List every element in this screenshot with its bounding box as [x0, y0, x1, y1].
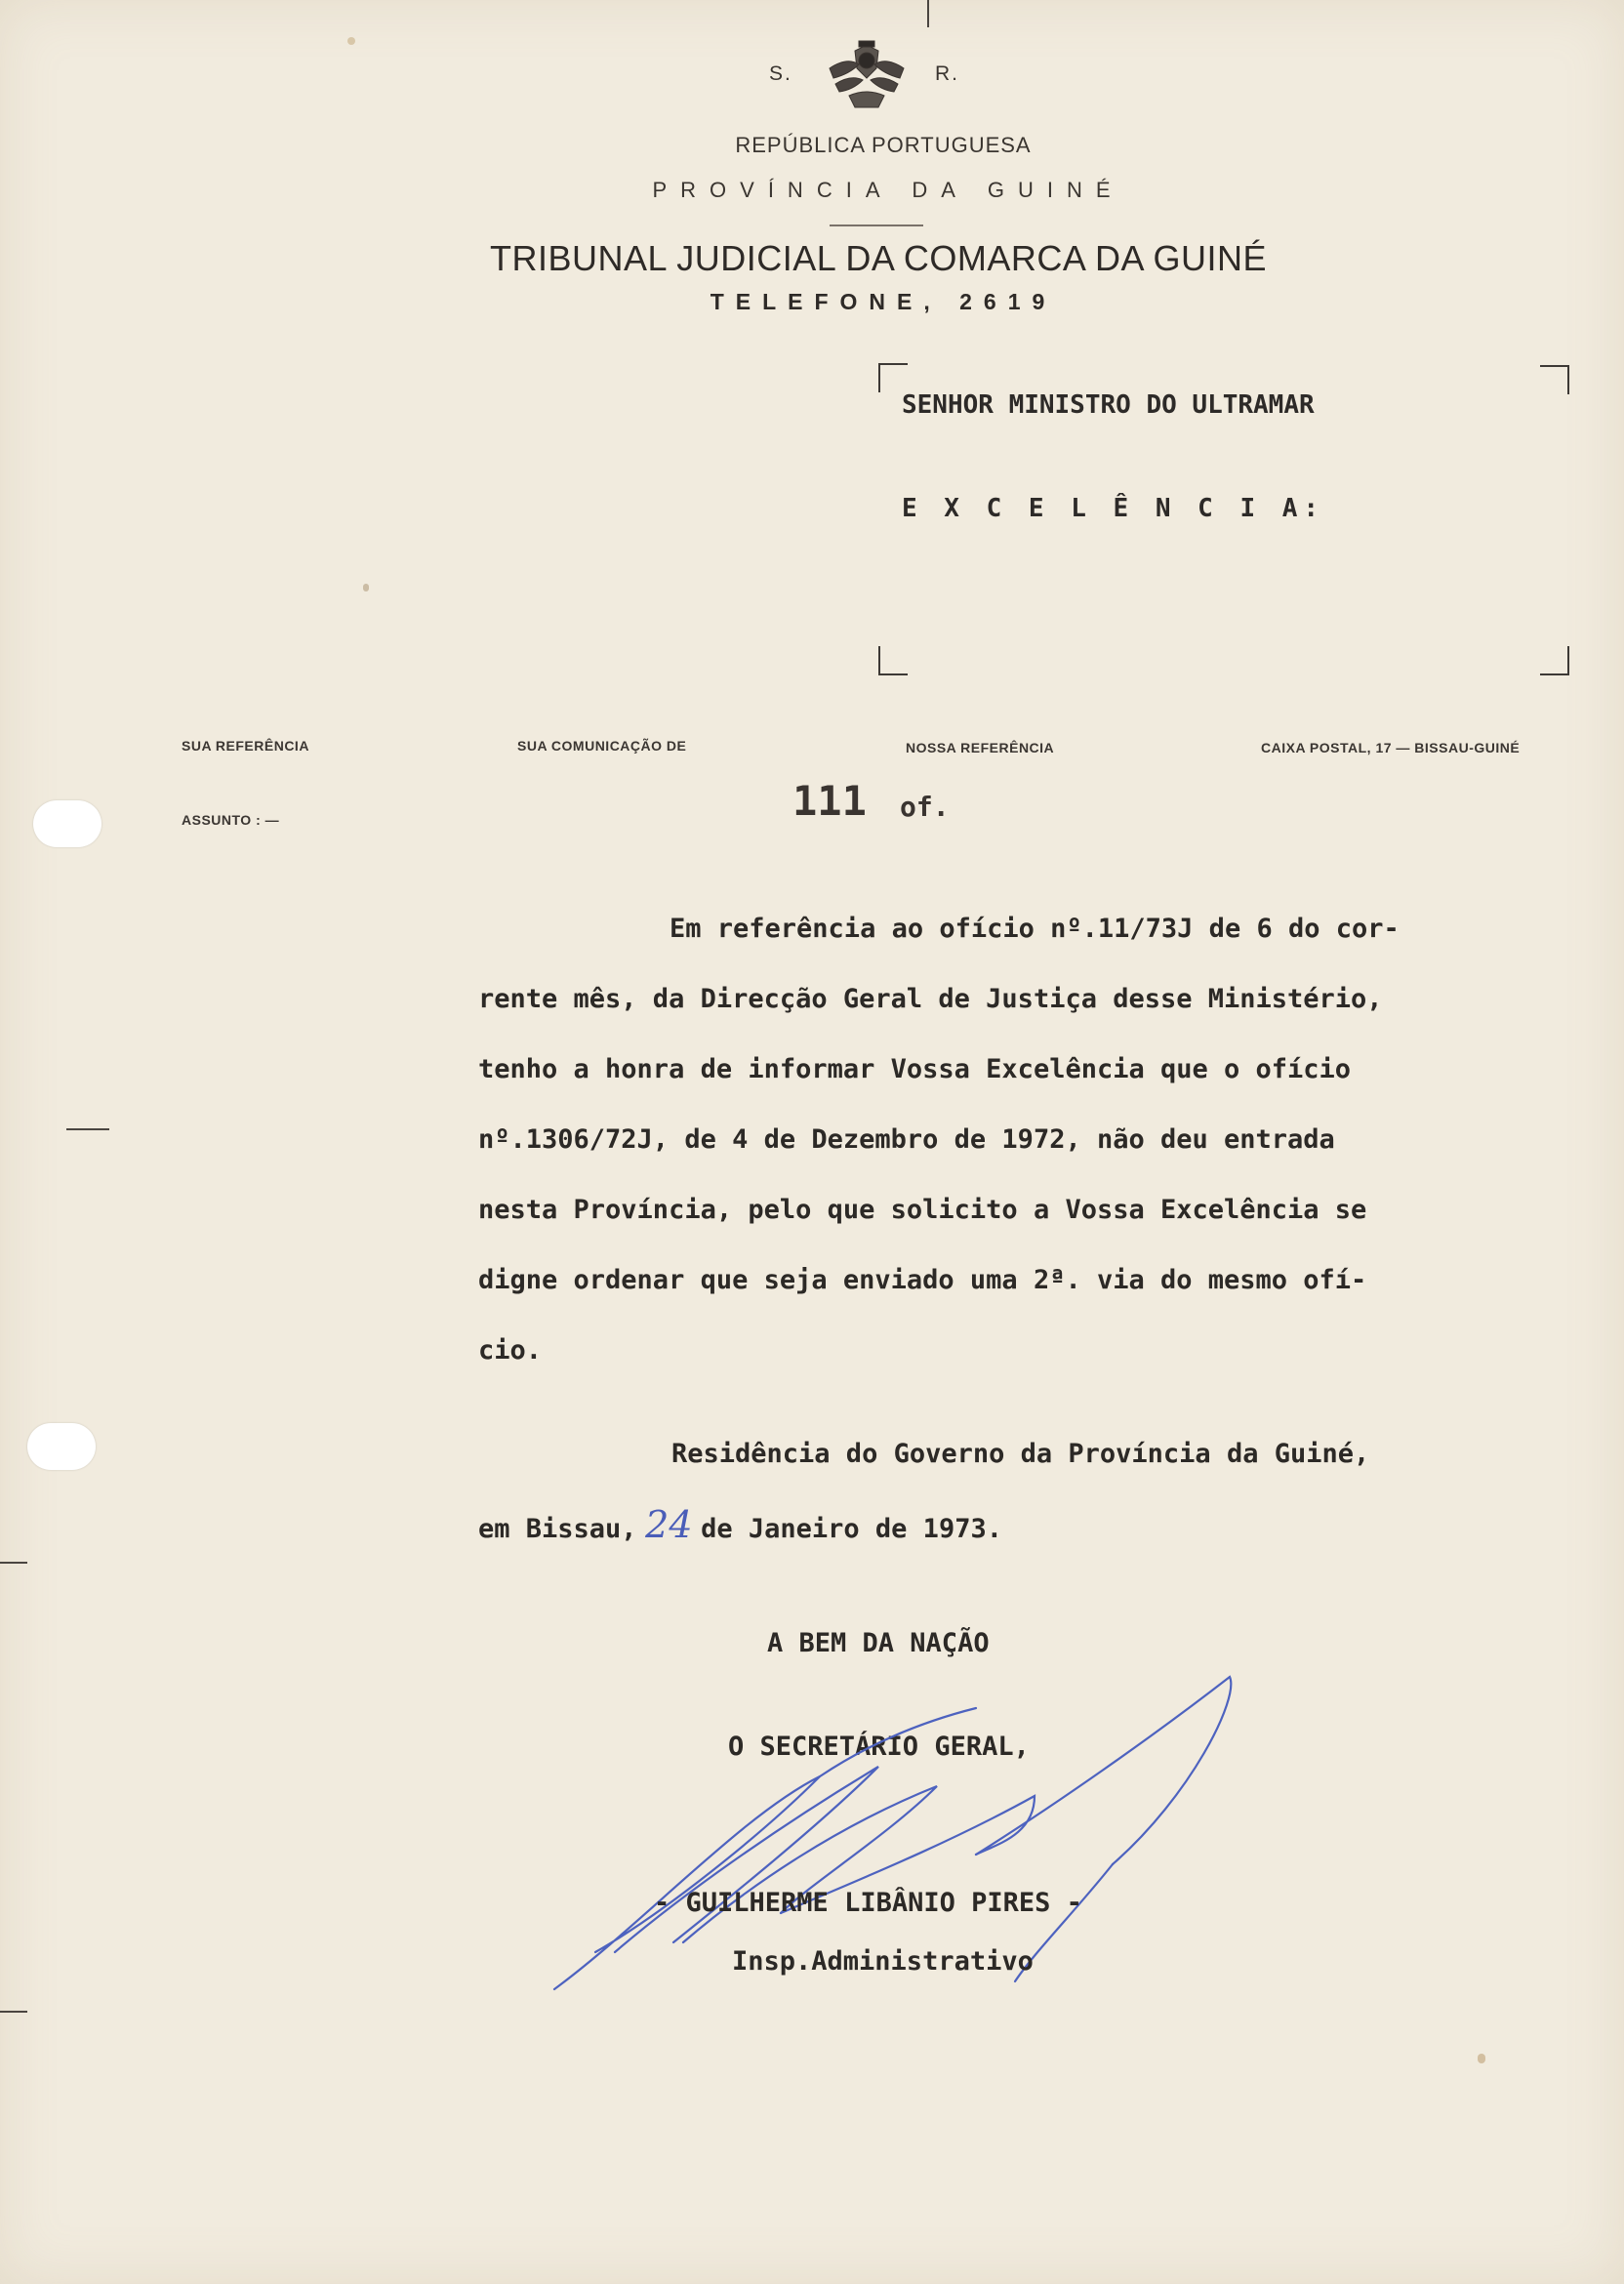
caixa-postal-label: CAIXA POSTAL, 17 — BISSAU-GUINÉ — [1261, 740, 1521, 755]
address-corner-bottom-left — [878, 646, 908, 675]
punch-hole-top — [33, 800, 102, 847]
nossa-referencia-label: NOSSA REFERÊNCIA — [906, 740, 1055, 755]
paper-speck — [1478, 2054, 1485, 2063]
body-line-2: rente mês, da Direcção Geral de Justiça desse Ministério, — [478, 984, 1383, 1014]
sua-comunicacao-label: SUA COMUNICAÇÃO DE — [517, 738, 687, 754]
letterhead-divider — [830, 224, 923, 226]
addressee-salutation: E X C E L Ê N C I A: — [902, 494, 1325, 523]
signatory-position: Insp.Administrativo — [732, 1946, 1034, 1977]
margin-tick — [66, 1128, 109, 1130]
date-suffix: de Janeiro de 1973. — [701, 1514, 1002, 1544]
body-line-4: nº.1306/72J, de 4 de Dezembro de 1972, não deu entrada — [478, 1124, 1335, 1155]
phone-number: TELEFONE, 2619 — [710, 289, 1057, 314]
punch-hole-bottom — [27, 1423, 96, 1470]
republic-title: REPÚBLICA PORTUGUESA — [735, 133, 1032, 157]
paper-speck — [363, 584, 369, 591]
sua-referencia-label: SUA REFERÊNCIA — [182, 738, 309, 754]
body-line-1: Em referência ao ofício nº.11/73J de 6 do cor- — [670, 914, 1400, 944]
body-line-7: cio. — [478, 1335, 543, 1366]
body-line-6: digne ordenar que seja enviado uma 2ª. via do mesmo ofí- — [478, 1265, 1367, 1295]
reference-number: 111 — [792, 777, 867, 825]
date-prefix: em Bissau, — [478, 1514, 637, 1544]
coat-of-arms-emblem — [820, 39, 914, 115]
r-letter: R. — [935, 62, 959, 85]
salutation: A BEM DA NAÇÃO — [767, 1628, 990, 1658]
address-corner-top-left — [878, 363, 908, 392]
margin-tick — [0, 2011, 27, 2013]
address-corner-top-right — [1540, 365, 1569, 394]
paper-speck — [347, 37, 355, 45]
top-edge-mark — [927, 0, 929, 27]
signatory-title: O SECRETÁRIO GERAL, — [728, 1732, 1030, 1762]
margin-tick — [0, 1562, 27, 1564]
date-line — [478, 1503, 1002, 1546]
residence-line: Residência do Governo da Província da Guiné, — [671, 1439, 1370, 1469]
court-title: TRIBUNAL JUDICIAL DA COMARCA DA GUINÉ — [490, 238, 1267, 278]
reference-suffix: of. — [900, 791, 950, 823]
signatory-name: - GUILHERME LIBÂNIO PIRES - — [654, 1888, 1082, 1918]
assunto-label: ASSUNTO : — — [182, 812, 280, 828]
province-title: PROVÍNCIA DA GUINÉ — [652, 178, 1124, 202]
date-day-handwritten: 24 — [645, 1503, 693, 1546]
s-letter: S. — [769, 62, 792, 85]
body-line-5: nesta Província, pelo que solicito a Vossa Excelência se — [478, 1195, 1367, 1225]
addressee-line: SENHOR MINISTRO DO ULTRAMAR — [902, 390, 1315, 420]
body-line-3: tenho a honra de informar Vossa Excelência que o ofício — [478, 1054, 1352, 1084]
address-corner-bottom-right — [1540, 646, 1569, 675]
